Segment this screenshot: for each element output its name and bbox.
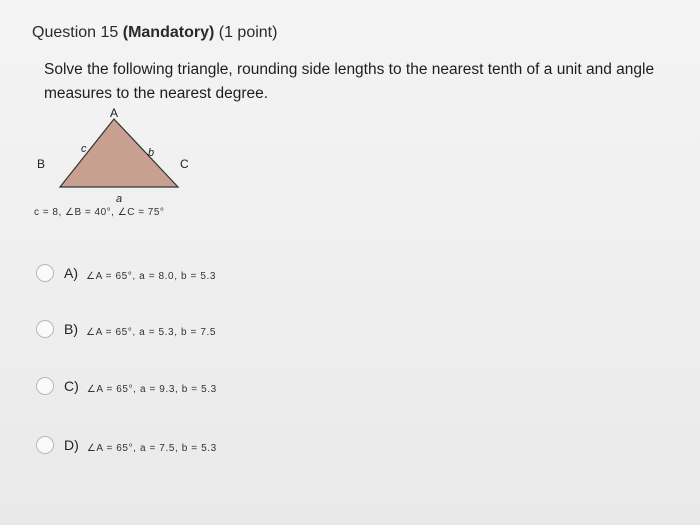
option-b-text: ∠A = 65°, a = 5.3, b = 7.5	[86, 326, 217, 338]
option-a[interactable]	[36, 260, 216, 286]
side-c-label: c	[81, 143, 87, 155]
option-b-letter: B)	[64, 321, 78, 337]
mandatory-label: (Mandatory)	[122, 24, 215, 41]
question-header	[32, 24, 277, 42]
option-c[interactable]	[36, 373, 217, 399]
question-number: Question 15	[32, 24, 119, 41]
vertex-a-label: A	[110, 106, 119, 120]
option-c-radio[interactable]	[36, 377, 54, 395]
question-prompt: Solve the following triangle, rounding side lengths to the nearest tenth of a unit and angle measures to the nearest degree.	[44, 61, 655, 102]
given-values: c = 8, ∠B = 40°, ∠C = 75°	[34, 207, 165, 218]
option-d-text: ∠A = 65°, a = 7.5, b = 5.3	[86, 442, 217, 454]
option-d-letter: D)	[64, 437, 79, 453]
option-a-text: ∠A = 65°, a = 8.0, b = 5.3	[86, 270, 217, 282]
option-b-radio[interactable]	[36, 320, 54, 338]
side-b-label: b	[148, 147, 155, 159]
option-c-text: ∠A = 65°, a = 9.3, b = 5.3	[86, 383, 217, 395]
option-b[interactable]	[36, 316, 216, 342]
option-a-radio[interactable]	[36, 264, 54, 282]
option-d-radio[interactable]	[36, 436, 54, 454]
vertex-c-label: C	[180, 157, 189, 171]
option-d[interactable]	[36, 432, 217, 458]
vertex-b-label: B	[37, 157, 46, 171]
triangle-figure	[20, 100, 220, 205]
points-label: (1 point)	[218, 24, 278, 41]
side-a-label: a	[116, 193, 123, 205]
option-a-letter: A)	[64, 265, 78, 281]
option-c-letter: C)	[64, 378, 79, 394]
triangle-shape	[60, 119, 178, 187]
